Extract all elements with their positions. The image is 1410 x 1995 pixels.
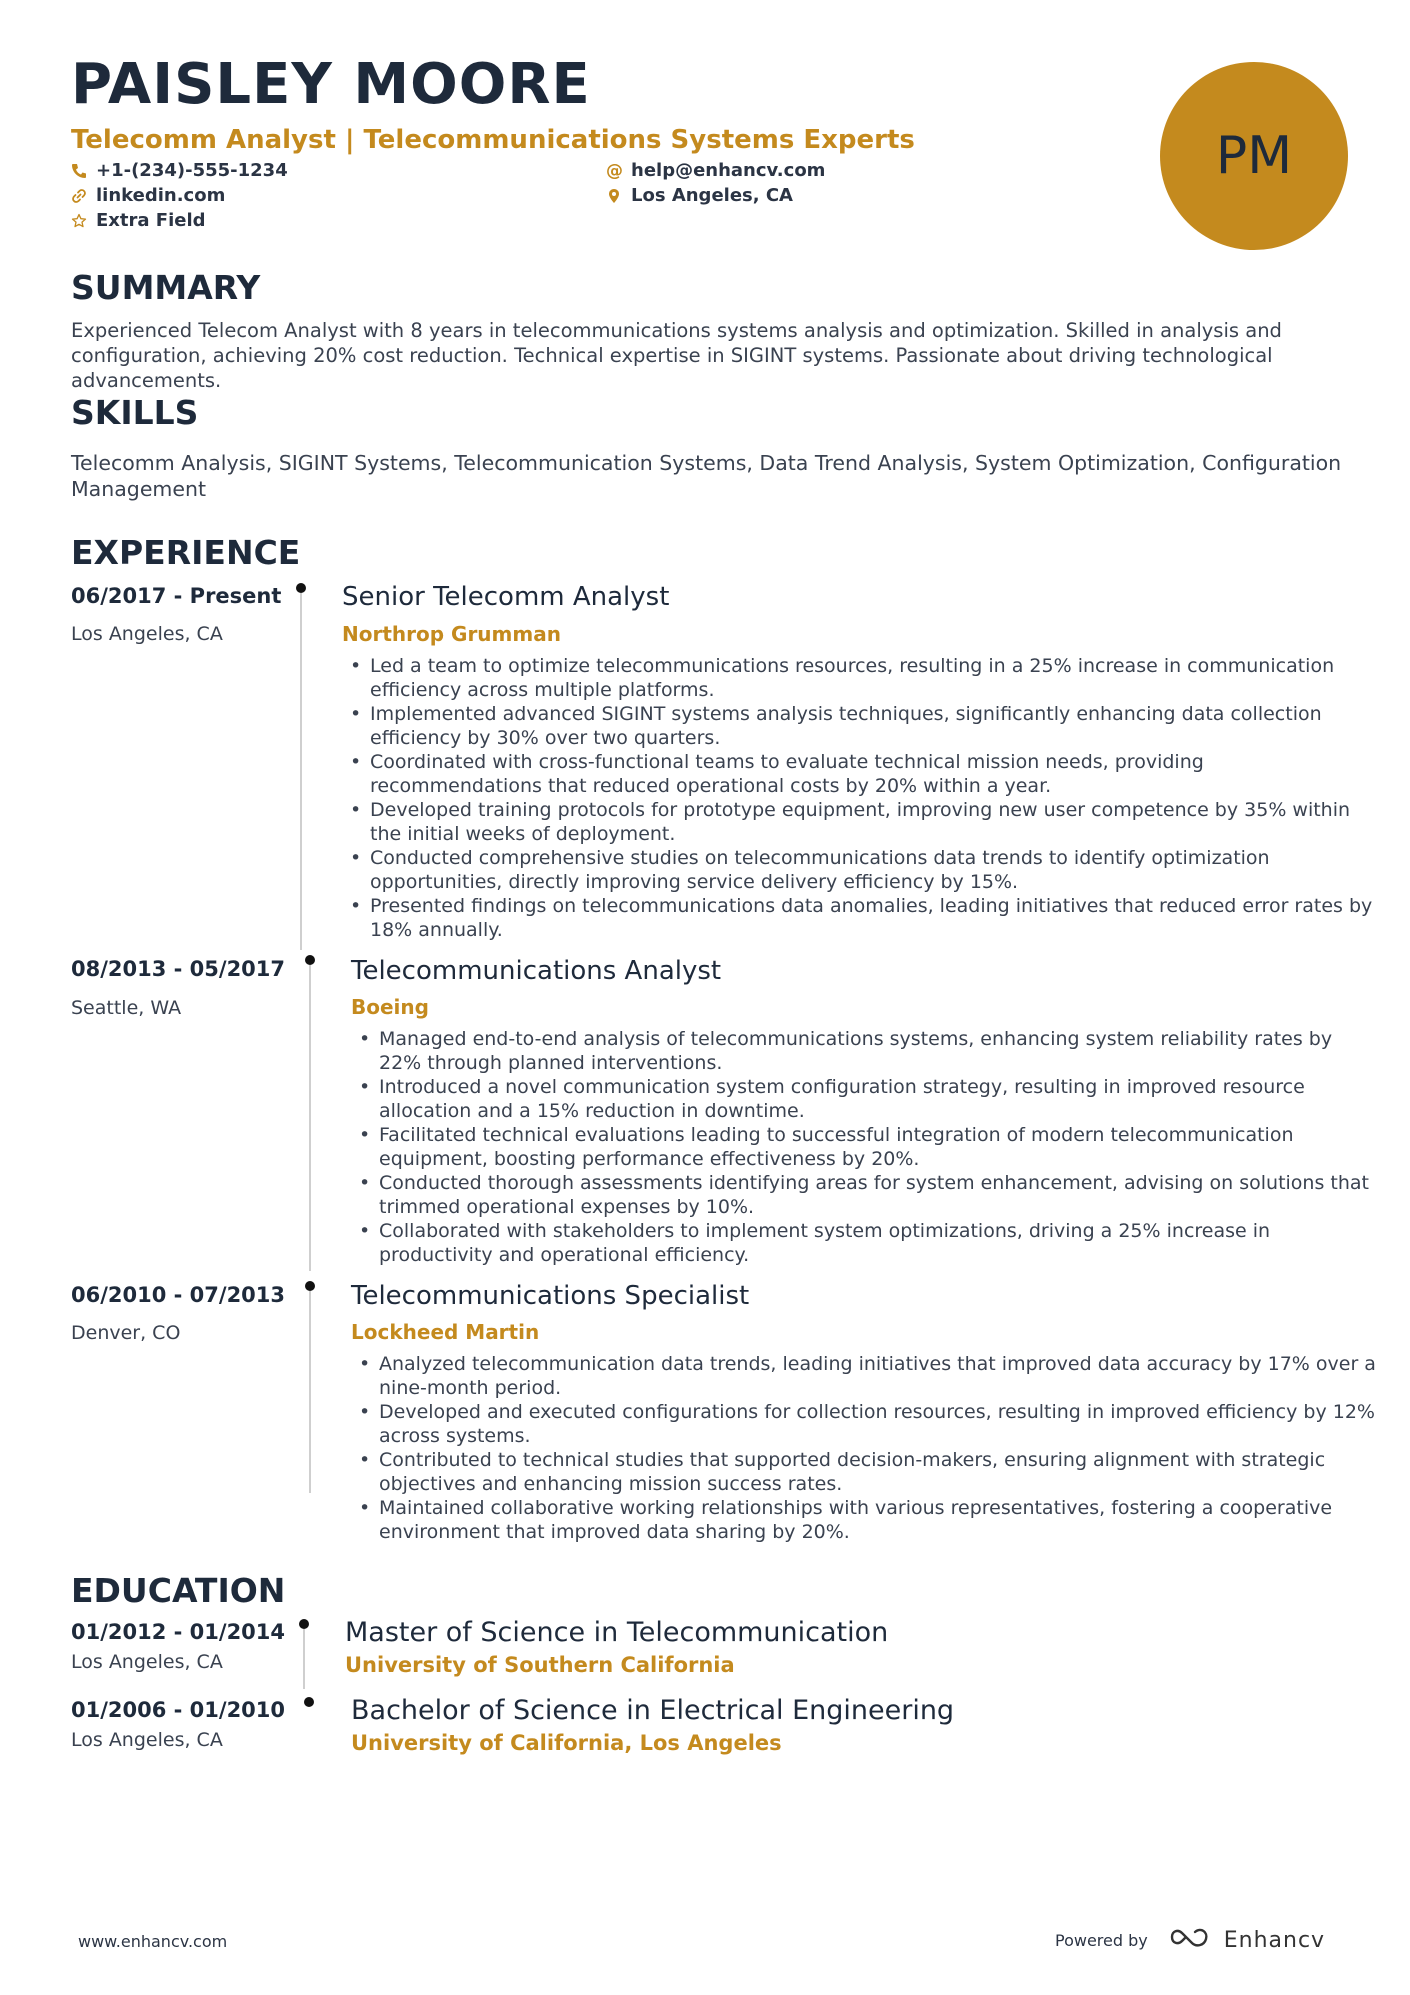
timeline-dot <box>296 583 306 593</box>
job-company: Northrop Grumman <box>342 622 561 646</box>
candidate-name: PAISLEY MOORE <box>71 52 591 117</box>
summary-text: Experienced Telecom Analyst with 8 years in telecommunications systems analysis and optimization. Skilled in analysis and configuration, achieving 20% cost reduction. Technical expertise in SIGINT systems. Passionate about driving technological advancements. <box>71 319 1282 392</box>
list-item: • Contributed to technical studies that supported decision-makers, ensuring alignment with strategic objectives and enhancing mission success rates. <box>379 1448 1379 1496</box>
list-item: • Led a team to optimize telecommunications resources, resulting in a 25% increase in communication efficiency across multiple platforms. <box>370 654 1380 702</box>
timeline-dot <box>305 1281 315 1291</box>
contact-location <box>606 185 793 206</box>
job-bullets <box>342 654 1380 942</box>
job-role: Telecommunications Specialist <box>351 1281 750 1311</box>
avatar: PM <box>1160 62 1348 250</box>
job-location: Denver, CO <box>71 1322 181 1344</box>
skills-title: SKILLS <box>71 393 199 432</box>
education-title: EDUCATION <box>71 1571 286 1610</box>
job-dates: 08/2013 - 05/2017 <box>71 957 286 981</box>
contact-phone <box>71 160 288 181</box>
phone-text[interactable]: +1-(234)-555-1234 <box>96 160 288 181</box>
job-dates: 06/2010 - 07/2013 <box>71 1283 286 1307</box>
brand-name: Enhancv <box>1223 1927 1326 1953</box>
list-item: • Facilitated technical evaluations leading to successful integration of modern telecommunication equipment, boosting performance effectiveness by 20%. <box>379 1123 1379 1171</box>
list-item: • Presented findings on telecommunications data anomalies, leading initiatives that reduced error rates by 18% annually. <box>370 894 1380 942</box>
skills-text: Telecomm Analysis, SIGINT Systems, Telecommunication Systems, Data Trend Analysis, System Optimization, Configuration Management <box>71 451 1342 501</box>
list-item: • Implemented advanced SIGINT systems analysis techniques, significantly enhancing data collection efficiency by 30% over two quarters. <box>370 702 1380 750</box>
job-role: Senior Telecomm Analyst <box>342 582 670 612</box>
timeline-dot <box>304 1697 314 1707</box>
list-item: • Managed end-to-end analysis of telecommunications systems, enhancing system reliability rates by 22% through planned interventions. <box>379 1027 1379 1075</box>
job-company: Lockheed Martin <box>351 1320 540 1344</box>
job-role: Telecommunications Analyst <box>351 956 722 986</box>
edu-school: University of California, Los Angeles <box>351 1731 782 1755</box>
location-text: Los Angeles, CA <box>631 185 793 206</box>
job-dates: 06/2017 - Present <box>71 584 282 608</box>
list-item: • Collaborated with stakeholders to implement system optimizations, driving a 25% increase in productivity and operational efficiency. <box>379 1219 1379 1267</box>
experience-title: EXPERIENCE <box>71 533 301 572</box>
phone-icon <box>71 163 87 179</box>
extra-field-text: Extra Field <box>96 210 206 231</box>
brand-logo[interactable] <box>1168 1925 1325 1955</box>
list-item: • Developed and executed configurations for collection resources, resulting in improved efficiency by 12% across systems. <box>379 1400 1379 1448</box>
summary-title: SUMMARY <box>71 268 261 307</box>
job-bullets <box>351 1352 1379 1544</box>
timeline-line <box>300 593 302 950</box>
contact-extra <box>71 210 206 231</box>
timeline-dot <box>299 1619 309 1629</box>
footer-website[interactable]: www.enhancv.com <box>78 1932 228 1951</box>
list-item: • Maintained collaborative working relationships with various representatives, fostering a cooperative environment that improved data sharing by 20%. <box>379 1496 1379 1544</box>
edu-location: Los Angeles, CA <box>71 1651 223 1673</box>
timeline-line <box>309 1291 311 1493</box>
list-item: • Conducted comprehensive studies on telecommunications data trends to identify optimization opportunities, directly improving service delivery efficiency by 15%. <box>370 846 1380 894</box>
enhancv-logo-icon <box>1168 1925 1214 1955</box>
contact-email <box>606 160 825 181</box>
list-item: • Analyzed telecommunication data trends, leading initiatives that improved data accuracy by 17% over a nine-month period. <box>379 1352 1379 1400</box>
job-location: Seattle, WA <box>71 997 182 1019</box>
link-icon <box>71 188 87 204</box>
star-icon <box>71 213 87 229</box>
location-pin-icon <box>606 188 622 204</box>
job-company: Boeing <box>351 995 429 1019</box>
list-item: • Conducted thorough assessments identifying areas for system enhancement, advising on solutions that trimmed operational expenses by 10%. <box>379 1171 1379 1219</box>
contact-linkedin <box>71 185 225 206</box>
job-bullets <box>351 1027 1379 1267</box>
powered-by-label: Powered by <box>1055 1930 1148 1950</box>
edu-degree: Master of Science in Telecommunication <box>345 1617 889 1648</box>
list-item: • Introduced a novel communication system configuration strategy, resulting in improved resource allocation and a 15% reduction in downtime. <box>379 1075 1379 1123</box>
edu-school: University of Southern California <box>345 1653 735 1677</box>
timeline-line <box>303 1629 305 1689</box>
list-item: • Developed training protocols for prototype equipment, improving new user competence by 35% within the initial weeks of deployment. <box>370 798 1380 846</box>
linkedin-text[interactable]: linkedin.com <box>96 185 226 206</box>
list-item: • Coordinated with cross-functional teams to evaluate technical mission needs, providing recommendations that reduced operational costs by 20% within a year. <box>370 750 1380 798</box>
edu-location: Los Angeles, CA <box>71 1729 223 1751</box>
timeline-dot <box>305 955 315 965</box>
headline: Telecomm Analyst | Telecommunications Systems Experts <box>71 125 915 155</box>
footer-powered <box>1055 1925 1325 1955</box>
email-text[interactable]: help@enhancv.com <box>631 160 826 181</box>
edu-dates: 01/2012 - 01/2014 <box>71 1620 286 1644</box>
job-location: Los Angeles, CA <box>71 623 223 645</box>
at-icon: @ <box>606 160 623 181</box>
timeline-line <box>309 965 311 1271</box>
edu-degree: Bachelor of Science in Electrical Engineering <box>351 1695 955 1726</box>
edu-dates: 01/2006 - 01/2010 <box>71 1698 286 1722</box>
